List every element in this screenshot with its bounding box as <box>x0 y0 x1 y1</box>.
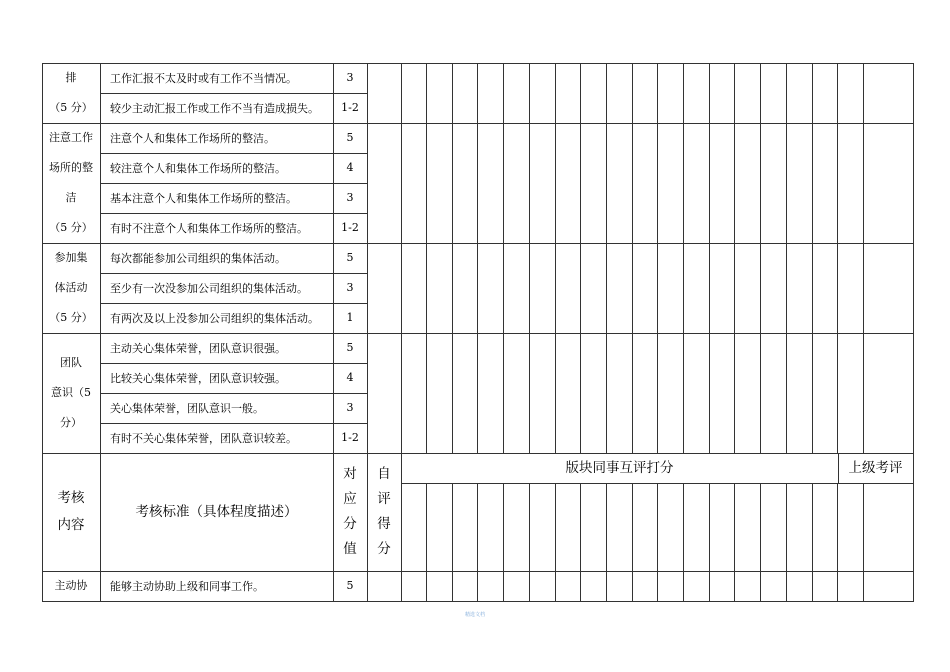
grid-col-line <box>760 483 761 601</box>
score-value: 5 <box>346 131 354 144</box>
table-bottom-line <box>42 601 914 602</box>
grid-col-line <box>734 483 735 601</box>
score-value: 3 <box>346 71 354 84</box>
criterion-text: 关心集体荣誉，团队意识一般。 <box>110 401 264 415</box>
header-self-score-line: 评 <box>377 491 391 507</box>
category-cell-line: 注意工作 <box>49 131 93 144</box>
grid-col-line <box>837 483 838 601</box>
grid-col-line <box>426 483 427 601</box>
category-cell <box>42 243 100 333</box>
row-divider <box>100 423 367 424</box>
row-divider <box>100 363 367 364</box>
score-value: 3 <box>346 191 354 204</box>
last-category: 主动协 <box>54 579 88 592</box>
score-value: 1-2 <box>341 221 359 234</box>
grid-col-line <box>477 483 478 601</box>
row-divider <box>100 93 367 94</box>
criterion-text: 有两次及以上没参加公司组织的集体活动。 <box>110 311 319 325</box>
row-divider <box>100 153 367 154</box>
col-line <box>367 63 368 601</box>
last-criterion: 能够主动协助上级和同事工作。 <box>110 579 264 593</box>
header-content-line: 考核 <box>57 490 85 506</box>
grid-col-line <box>657 63 658 453</box>
score-value: 3 <box>346 281 354 294</box>
grid-col-line <box>683 483 684 601</box>
criterion-text: 注意个人和集体工作场所的整洁。 <box>110 131 275 145</box>
grid-col-line <box>632 63 633 453</box>
category-cell-line: （5 分） <box>49 311 93 324</box>
grid-col-line <box>632 483 633 601</box>
grid-col-line <box>606 63 607 453</box>
criterion-text: 工作汇报不太及时或有工作不当情况。 <box>110 71 297 85</box>
grid-col-line <box>657 483 658 601</box>
outer-left <box>42 63 43 601</box>
score-value: 1 <box>346 311 354 324</box>
category-cell-line: 场所的整 <box>49 161 93 174</box>
grid-col-line <box>812 483 813 601</box>
grid-col-line <box>555 63 556 453</box>
header-sep-line <box>838 453 839 483</box>
row-divider <box>100 303 367 304</box>
score-value: 1-2 <box>341 431 359 444</box>
criterion-text: 较少主动汇报工作或工作不当有造成损失。 <box>110 101 319 115</box>
score-value: 4 <box>346 161 354 174</box>
header-standard: 考核标准（具体程度描述） <box>135 504 298 520</box>
grid-col-line <box>837 63 838 453</box>
category-cell-line: 分） <box>60 416 82 429</box>
header-self-score-line: 自 <box>377 466 391 482</box>
score-value: 4 <box>346 371 354 384</box>
category-cell-line: 参加集 <box>54 251 88 264</box>
header-peer-score: 版块同事互评打分 <box>565 460 674 476</box>
grid-col-line <box>786 63 787 453</box>
grid-col-line <box>863 483 864 601</box>
header-self-score-line: 分 <box>377 541 391 557</box>
grid-col-line <box>503 63 504 453</box>
header-superior: 上级考评 <box>848 460 903 476</box>
grid-col-line <box>863 63 864 453</box>
category-cell-line: （5 分） <box>49 221 93 234</box>
row-divider <box>100 273 367 274</box>
grid-col-line <box>709 63 710 453</box>
header-score-value-line: 分 <box>343 516 357 532</box>
category-cell-line: 体活动 <box>54 281 88 294</box>
score-value: 5 <box>346 341 354 354</box>
row-divider <box>100 393 367 394</box>
grid-col-line <box>580 63 581 453</box>
category-cell-line: 意识（5 <box>51 386 91 399</box>
col-line <box>401 63 402 601</box>
grid-col-line <box>529 63 530 453</box>
criterion-text: 比较关心集体荣誉，团队意识较强。 <box>110 371 286 385</box>
grid-col-line <box>555 483 556 601</box>
grid-col-line <box>683 63 684 453</box>
category-cell <box>42 123 100 243</box>
score-value: 5 <box>346 251 354 264</box>
category-cell-line: （5 分） <box>49 101 93 114</box>
criterion-text: 有时不注意个人和集体工作场所的整洁。 <box>110 221 308 235</box>
header-self-score-line: 得 <box>377 516 391 532</box>
header-score-value-line: 对 <box>343 466 357 482</box>
grid-col-line <box>760 63 761 453</box>
category-cell-line: 洁 <box>65 191 77 204</box>
grid-col-line <box>452 483 453 601</box>
grid-col-line <box>529 483 530 601</box>
category-cell <box>42 333 100 453</box>
header-content <box>42 453 100 571</box>
category-cell <box>42 63 100 123</box>
col-line <box>333 63 334 601</box>
grid-col-line <box>452 63 453 453</box>
grid-col-line <box>580 483 581 601</box>
grid-col-line <box>477 63 478 453</box>
criterion-text: 至少有一次没参加公司组织的集体活动。 <box>110 281 308 295</box>
criterion-text: 基本注意个人和集体工作场所的整洁。 <box>110 191 297 205</box>
row-divider <box>100 213 367 214</box>
header-content-line: 内容 <box>57 517 85 533</box>
outer-right <box>913 63 914 602</box>
grid-col-line <box>606 483 607 601</box>
header-score-value <box>333 453 367 571</box>
grid-col-line <box>734 63 735 453</box>
header-self-score <box>367 453 401 571</box>
header-score-value-line: 值 <box>343 541 357 557</box>
criterion-text: 较注意个人和集体工作场所的整洁。 <box>110 161 286 175</box>
grid-col-line <box>426 63 427 453</box>
row-divider <box>100 183 367 184</box>
col-line <box>100 63 101 601</box>
score-value: 1-2 <box>341 101 359 114</box>
grid-col-line <box>709 483 710 601</box>
last-score: 5 <box>346 579 354 592</box>
criterion-text: 主动关心集体荣誉，团队意识很强。 <box>110 341 286 355</box>
criterion-text: 有时不关心集体荣誉，团队意识较差。 <box>110 431 297 445</box>
category-cell-line: 排 <box>65 71 77 84</box>
score-value: 3 <box>346 401 354 414</box>
criterion-text: 每次都能参加公司组织的集体活动。 <box>110 251 286 265</box>
grid-col-line <box>786 483 787 601</box>
page-footer: 精选文档 <box>464 612 485 618</box>
grid-col-line <box>812 63 813 453</box>
category-cell-line: 团队 <box>60 356 82 369</box>
header-score-value-line: 应 <box>343 491 357 507</box>
grid-col-line <box>503 483 504 601</box>
